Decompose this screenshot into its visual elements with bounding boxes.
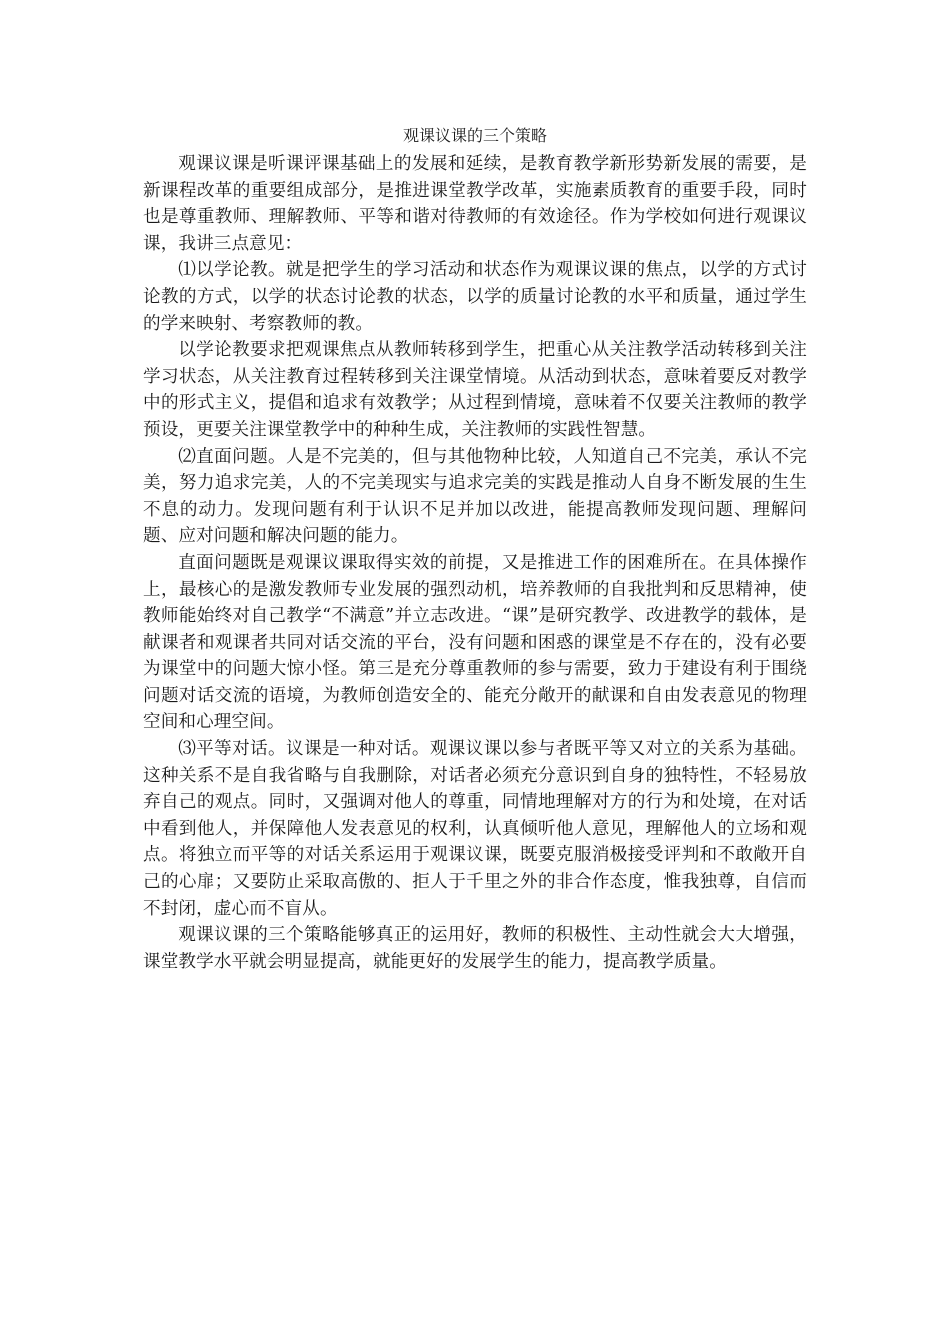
paragraph-point-1-detail: 以学论教要求把观课焦点从教师转移到学生，把重心从关注教学活动转移到关注学习状态，从关注教育过程转移到关注课堂情境。从活动到状态，意味着要反对教学中的形式主义，提倡和追求有效教学；从过程到情境，意味着不仅要关注教师的教学预设，更要关注课堂教学中的种种生成，关注教师的实践性智慧。 — [143, 340, 807, 440]
document-body — [143, 121, 807, 975]
document-title: 观课议课的三个策略 — [402, 126, 547, 145]
paragraph-point-2: ⑵直面问题。人是不完美的，但与其他物种比较，人知道自己不完美，承认不完美，努力追求完美，人的不完美现实与追求完美的实践是推动人自身不断发展的生生不息的动力。发现问题有利于认识不足并加以改进，能提高教师发现问题、理解问题、应对问题和解决问题的能力。 — [143, 446, 807, 547]
paragraph-point-1: ⑴以学论教。就是把学生的学习活动和状态作为观课议课的焦点，以学的方式讨论教的方式，以学的状态讨论教的状态，以学的质量讨论教的水平和质量，通过学生的学来映射、考察教师的教。 — [143, 260, 807, 334]
paragraph-intro: 观课议课是听课评课基础上的发展和延续，是教育教学新形势新发展的需要，是新课程改革的重要组成部分，是推进课堂教学改革，实施素质教育的重要手段，同时也是尊重教师、理解教师、平等和谐对待教师的有效途径。作为学校如何进行观课议课，我讲三点意见： — [143, 154, 807, 254]
paragraph-point-3: ⑶平等对话。议课是一种对话。观课议课以参与者既平等又对立的关系为基础。这种关系不是自我省略与自我删除，对话者必须充分意识到自身的独特性，不轻易放弃自己的观点。同时，又强调对他人的尊重，同情地理解对方的行为和处境，在对话中看到他人，并保障他人发表意见的权利，认真倾听他人意见，理解他人的立场和观点。将独立而平等的对话关系运用于观课议课，既要克服消极接受评判和不敢敞开自己的心扉；又要防止采取高傲的、拒人于千里之外的非合作态度，惟我独尊，自信而不封闭，虚心而不盲从。 — [143, 739, 807, 919]
paragraph-conclusion: 观课议课的三个策略能够真正的运用好，教师的积极性、主动性就会大大增强，课堂教学水平就会明显提高，就能更好的发展学生的能力，提高教学质量。 — [143, 925, 807, 972]
paragraph-point-2-detail: 直面问题既是观课议课取得实效的前提，又是推进工作的困难所在。在具体操作上，最核心的是激发教师专业发展的强烈动机，培养教师的自我批判和反思精神，使教师能始终对自己教学“不满意”并立志改进。“课”是研究教学、改进教学的载体，是献课者和观课者共同对话交流的平台，没有问题和困惑的课堂是不存在的，没有必要为课堂中的问题大惊小怪。第三是充分尊重教师的参与需要，致力于建设有利于围绕问题对话交流的语境，为教师创造安全的、能充分敞开的献课和自由发表意见的物理空间和心理空间。 — [143, 552, 807, 733]
